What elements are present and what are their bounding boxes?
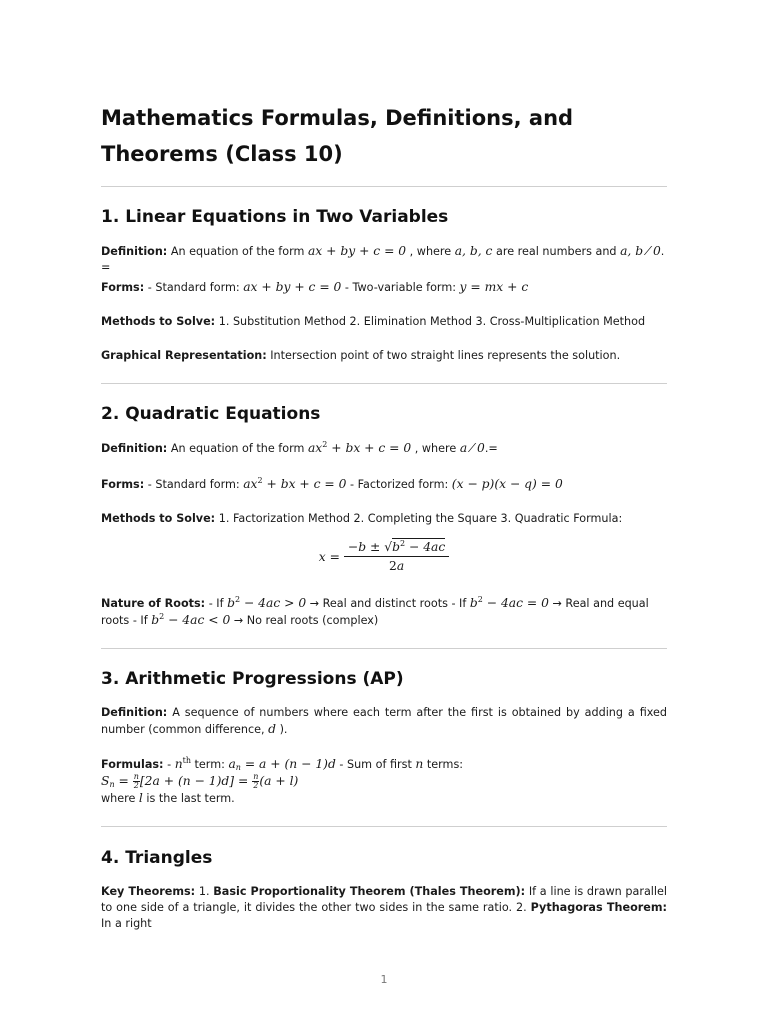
- linear-definition: Definition: An equation of the form ax + by + c = 0 , where a, b, c are real numbers and a, b ⁄ 0. =: [101, 244, 665, 274]
- ap-definition: Definition: A sequence of numbers where each term after the first is obtained by adding a fixed number (common difference, d ).: [101, 706, 667, 736]
- section-heading-arithmetic-progressions: 3. Arithmetic Progressions (AP): [101, 669, 404, 689]
- quadratic-formula: x = $\frac{-b \pm √b^2 - 4ac}{2a}$: [101, 540, 667, 573]
- linear-methods: Methods to Solve: 1. Substitution Method 2. Elimination Method 3. Cross-Multiplication Method: [101, 315, 646, 328]
- triangle-key-theorems: Key Theorems: 1. Basic Proportionality Theorem (Thales Theorem): If a line is drawn parallel to one side of a triangle, it divides the other two sides in the same ratio. 2. Pythagoras Theorem: In a right: [101, 885, 668, 930]
- quadratic-forms: Forms: - Standard form: $ax^2$ + bx + c = 0 - Factorized form: (x − p)(x − q) = 0: [101, 476, 563, 491]
- nature-of-roots: Nature of Roots: - If $b^2 - 4ac > 0$ → Real and distinct roots - If $b^2 - 4ac = 0$ → Real and equal roots - If $b^2 - 4ac < 0 \to No$ real roots (complex): [101, 595, 649, 627]
- section-heading-quadratic-equations: 2. Quadratic Equations: [101, 404, 321, 424]
- quadratic-definition: Definition: An equation of the form $ax^2$ + bx + c = 0 , where a ⁄ 0.=: [101, 440, 498, 455]
- page-title: Mathematics Formulas, Definitions, and Theorems (Class 10): [101, 106, 574, 166]
- divider: [101, 186, 667, 187]
- divider: [101, 826, 667, 827]
- divider: [101, 383, 667, 384]
- divider: [101, 648, 667, 649]
- linear-graphical-representation: Graphical Representation: Intersection point of two straight lines represents the solution.: [101, 349, 621, 362]
- section-heading-linear-equations: 1. Linear Equations in Two Variables: [101, 207, 449, 227]
- page-number: 1: [380, 973, 388, 986]
- ap-sum-formula: $S_n$ = $\frac{n}{2}$ [2a + (n − 1)d] = $\frac{n}{2}$ (a + l): [101, 772, 299, 790]
- quadratic-general-form: $ax^2$ + bx + c = 0: [307, 440, 412, 455]
- linear-forms: Forms: - Standard form: ax + by + c = 0 - Two-variable form: y = mx + c: [101, 280, 529, 294]
- quadratic-methods: Methods to Solve: 1. Factorization Method 2. Completing the Square 3. Quadratic Formula:: [101, 512, 623, 525]
- section-heading-triangles: 4. Triangles: [101, 848, 213, 868]
- ap-formulas: Formulas: - $n^{th}$ term: $a_n = a + (n - 1)d$ - Sum of first n terms: $S_n$ = $\frac{n}{2}$ [2a + (n − 1)d] = $\frac{n}{2}$ (a + l) where l is the last term.: [101, 756, 464, 805]
